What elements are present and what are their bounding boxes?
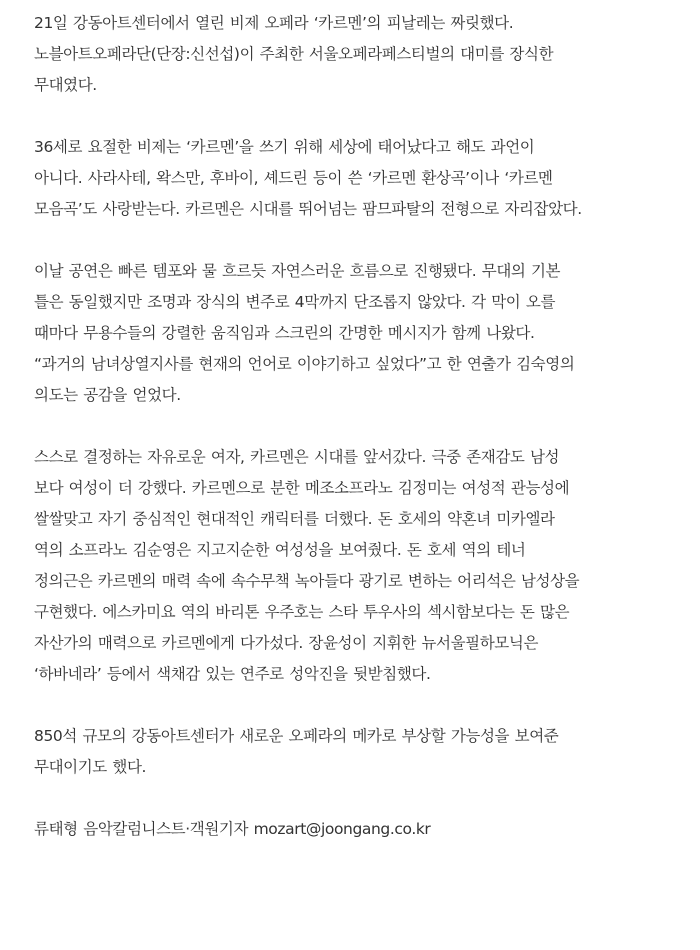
text-line: 이날 공연은 빠른 템포와 물 흐르듯 자연스러운 흐름으로 진행됐다. 무대의 기본: [34, 262, 561, 280]
text-line: 무대이기도 했다.: [34, 758, 147, 776]
text-line: 자산가의 매력으로 카르멘에게 다가섰다. 장윤성이 지휘한 뉴서울필하모닉은: [34, 634, 539, 652]
paragraph-intro: [34, 8, 674, 101]
text-line: 모음곡’도 사랑받는다. 카르멘은 시대를 뛰어넘는 팜므파탈의 전형으로 자리잡았다.: [34, 200, 582, 218]
text-line: 보다 여성이 더 강했다. 카르멘으로 분한 메조소프라노 김정미는 여성적 관능성에: [34, 479, 570, 497]
paragraph-performance: [34, 256, 674, 411]
text-line: 스스로 결정하는 자유로운 여자, 카르멘은 시대를 앞서갔다. 극중 존재감도 남성: [34, 448, 560, 466]
text-line: 때마다 무용수들의 강렬한 움직임과 스크린의 간명한 메시지가 함께 나왔다.: [34, 324, 535, 342]
paragraph-conclusion: [34, 721, 674, 783]
text-line: 21일 강동아트센터에서 열린 비제 오페라 ‘카르멘’의 피날레는 짜릿했다.: [34, 14, 514, 32]
text-line: 850석 규모의 강동아트센터가 새로운 오페라의 메카로 부상할 가능성을 보여준: [34, 727, 559, 745]
paragraph-bizet: [34, 132, 674, 225]
text-line: 의도는 공감을 얻었다.: [34, 386, 181, 404]
text-line: 36세로 요절한 비제는 ‘카르멘’을 쓰기 위해 세상에 태어났다고 해도 과언이: [34, 138, 535, 156]
text-line: 아니다. 사라사테, 왁스만, 후바이, 셰드린 등이 쓴 ‘카르멘 환상곡’이나 ‘카르멘: [34, 169, 553, 187]
text-line: 틀은 동일했지만 조명과 장식의 변주로 4막까지 단조롭지 않았다. 각 막이 오를: [34, 293, 556, 311]
byline: [34, 814, 674, 845]
text-line: 구현했다. 에스카미요 역의 바리톤 우주호는 스타 투우사의 섹시함보다는 돈 많은: [34, 603, 570, 621]
text-line: 노블아트오페라단(단장:신선섭)이 주최한 서울오페라페스티벌의 대미를 장식한: [34, 45, 554, 63]
article-body: [34, 8, 674, 876]
text-line: 역의 소프라노 김순영은 지고지순한 여성성을 보여줬다. 돈 호세 역의 테너: [34, 541, 526, 559]
text-line: “과거의 남녀상열지사를 현재의 언어로 이야기하고 싶었다”고 한 연출가 김숙영의: [34, 355, 575, 373]
byline-text: 류태형 음악칼럼니스트·객원기자 mozart@joongang.co.kr: [34, 820, 431, 838]
text-line: ‘하바네라’ 등에서 색채감 있는 연주로 성악진을 뒷받침했다.: [34, 665, 431, 683]
text-line: 정의근은 카르멘의 매력 속에 속수무책 녹아들다 광기로 변하는 어리석은 남성상을: [34, 572, 580, 590]
text-line: 쌀쌀맞고 자기 중심적인 현대적인 캐릭터를 더했다. 돈 호세의 약혼녀 미카엘라: [34, 510, 555, 528]
text-line: 무대였다.: [34, 76, 97, 94]
paragraph-cast: [34, 442, 674, 690]
